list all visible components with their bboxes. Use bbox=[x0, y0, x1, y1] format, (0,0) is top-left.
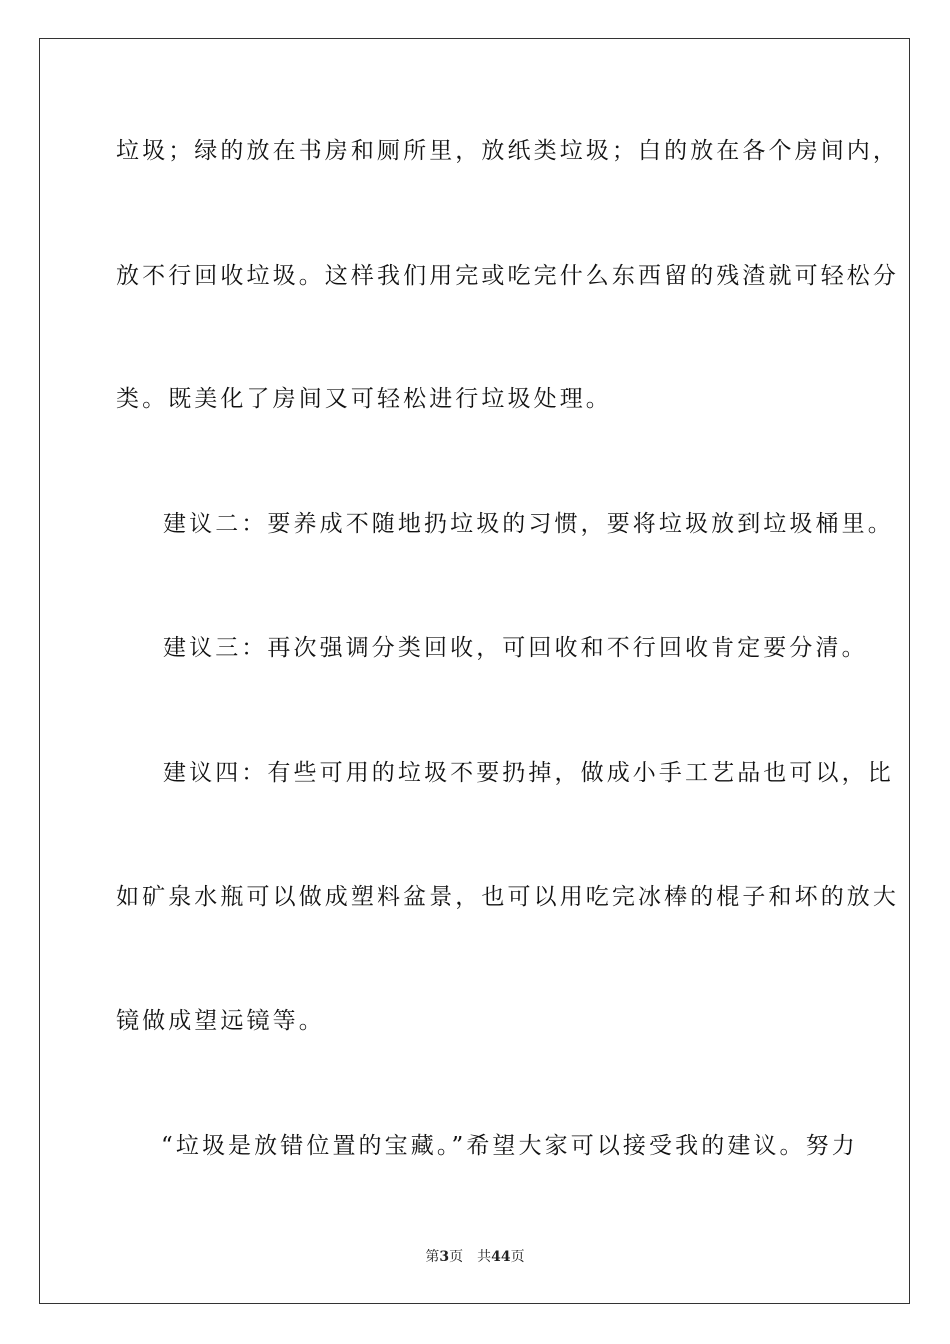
total-pages: 44 bbox=[491, 1249, 511, 1265]
total-prefix: 共 bbox=[477, 1249, 492, 1265]
page-prefix: 第 bbox=[425, 1249, 440, 1265]
paragraph-closing-quote: “垃圾是放错位置的宝藏。”希望大家可以接受我的建议。努力 bbox=[161, 1133, 858, 1159]
page-suffix: 页 bbox=[449, 1249, 464, 1265]
paragraph-suggestion-four: 建议四：有些可用的垃圾不要扔掉，做成小手工艺品也可以，比 bbox=[163, 760, 894, 786]
body-text-line: 镜做成望远镜等。 bbox=[116, 1008, 325, 1034]
paragraph-suggestion-two: 建议二：要养成不随地扔垃圾的习惯，要将垃圾放到垃圾桶里。 bbox=[163, 511, 894, 537]
body-text-line: 垃圾；绿的放在书房和厕所里，放纸类垃圾；白的放在各个房间内， bbox=[116, 138, 899, 164]
body-text-line: 放不行回收垃圾。这样我们用完或吃完什么东西留的残渣就可轻松分 bbox=[116, 263, 899, 289]
page-number: 3 bbox=[439, 1249, 450, 1265]
body-text-line: 类。既美化了房间又可轻松进行垃圾处理。 bbox=[116, 386, 612, 412]
body-text-line: 如矿泉水瓶可以做成塑料盆景，也可以用吃完冰棒的棍子和坏的放大 bbox=[116, 884, 899, 910]
total-suffix: 页 bbox=[510, 1249, 525, 1265]
page-border bbox=[39, 38, 910, 1304]
page-footer bbox=[0, 1248, 950, 1266]
paragraph-suggestion-three: 建议三：再次强调分类回收，可回收和不行回收肯定要分清。 bbox=[163, 635, 868, 661]
